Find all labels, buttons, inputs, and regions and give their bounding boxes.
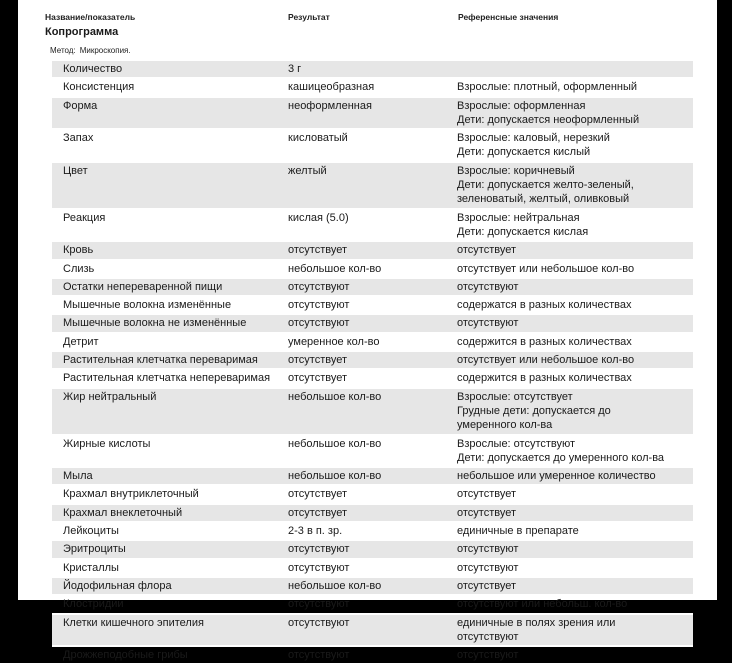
table-row	[52, 295, 693, 313]
method-line	[50, 46, 131, 55]
row-name: Консистенция	[63, 81, 135, 94]
table-row	[52, 350, 693, 368]
row-reference	[457, 316, 518, 330]
table-row	[52, 503, 693, 521]
row-name: Детрит	[63, 335, 99, 348]
reference-line: единичные в полях зрения или	[457, 616, 616, 629]
row-reference	[457, 335, 632, 349]
row-result: отсутствует	[288, 488, 348, 501]
table-row	[52, 645, 693, 663]
reference-line: Взрослые: коричневый	[457, 164, 575, 177]
reference-line: Дети: допускается желто-зеленый,	[457, 179, 634, 192]
row-name: Мыла	[63, 470, 93, 483]
reference-line: отсутствуют или небольш. кол-во	[457, 598, 628, 611]
results-table	[52, 59, 693, 663]
reference-line: отсутствуют	[457, 317, 519, 330]
row-reference	[457, 211, 588, 240]
reference-line: отсутствуют	[457, 561, 519, 574]
row-reference	[457, 616, 615, 645]
row-result: кислая (5.0)	[288, 211, 349, 224]
row-reference	[457, 99, 639, 128]
row-reference	[457, 506, 516, 520]
row-name: Жирные кислоты	[63, 437, 151, 450]
row-reference	[457, 243, 516, 257]
column-header-name: Название/показатель	[45, 12, 136, 22]
table-row	[52, 594, 693, 612]
row-result: отсутствует	[288, 506, 348, 519]
row-result: небольшое кол-во	[288, 390, 382, 403]
method-value: Микроскопия.	[79, 46, 131, 55]
table-row	[52, 484, 693, 502]
column-header-result: Результат	[288, 12, 330, 22]
row-result: отсутствуют	[288, 317, 350, 330]
table-row	[52, 466, 693, 484]
row-result: отсутствуют	[288, 561, 350, 574]
row-reference	[457, 262, 634, 276]
table-row	[52, 96, 693, 129]
reference-line: содержатся в разных количествах	[457, 299, 632, 312]
reference-line: отсутствует	[457, 244, 517, 257]
column-header-reference: Референсные значения	[458, 12, 559, 22]
reference-line: зеленоватый, желтый, оливковый	[457, 193, 630, 206]
reference-line: Взрослые: отсутствует	[457, 390, 573, 403]
row-result: небольшое кол-во	[288, 470, 382, 483]
row-name: Остатки непереваренной пищи	[63, 280, 223, 293]
row-reference	[457, 437, 664, 466]
row-name: Мышечные волокна не изменённые	[63, 317, 247, 330]
row-reference	[457, 597, 627, 611]
row-result: отсутствует	[288, 244, 348, 257]
row-reference	[457, 561, 518, 575]
reference-line: отсутствует	[457, 488, 517, 501]
row-name: Клетки кишечного эпителия	[63, 616, 204, 629]
row-name: Кровь	[63, 244, 94, 257]
reference-line: содержится в разных количествах	[457, 372, 632, 385]
table-row	[52, 277, 693, 295]
row-reference	[457, 487, 516, 501]
row-name: Слизь	[63, 262, 95, 275]
reference-line: содержится в разных количествах	[457, 335, 632, 348]
row-result: небольшое кол-во	[288, 262, 382, 275]
row-reference	[457, 371, 632, 385]
row-reference	[457, 280, 518, 294]
row-reference	[457, 164, 634, 207]
reference-line: отсутствуют	[457, 630, 519, 643]
row-name: Цвет	[63, 164, 88, 177]
table-row	[52, 240, 693, 258]
reference-line: единичные в препарате	[457, 525, 579, 538]
table-row	[52, 521, 693, 539]
row-name: Растительная клетчатка переваримая	[63, 354, 258, 367]
reference-line: Дети: допускается неоформленный	[457, 113, 640, 126]
row-name: Жир нейтральный	[63, 390, 157, 403]
row-reference	[457, 469, 656, 483]
row-reference	[457, 579, 516, 593]
row-name: Крахмал внутриклеточный	[63, 488, 199, 501]
row-result: небольшое кол-во	[288, 437, 382, 450]
table-row	[52, 313, 693, 331]
table-row	[52, 332, 693, 350]
table-row	[52, 368, 693, 386]
reference-line: Взрослые: плотный, оформленный	[457, 81, 638, 94]
row-reference	[457, 390, 611, 433]
table-row	[52, 613, 693, 646]
table-row	[52, 259, 693, 277]
reference-line: отсутствуют	[457, 543, 519, 556]
row-result: кисловатый	[288, 132, 348, 145]
report-page	[18, 0, 717, 662]
row-reference	[457, 131, 610, 160]
reference-line: отсутствует	[457, 579, 517, 592]
row-reference	[457, 542, 518, 556]
row-result: отсутствует	[288, 354, 348, 367]
reference-line: небольшое или умеренное количество	[457, 470, 656, 483]
table-row	[52, 539, 693, 557]
row-result: отсутствуют	[288, 616, 350, 629]
row-reference	[457, 298, 632, 312]
row-result: отсутствуют	[288, 280, 350, 293]
method-label: Метод:	[50, 46, 76, 55]
report-title: Копрограмма	[45, 26, 119, 38]
reference-line: Дети: допускается кислый	[457, 146, 591, 159]
row-reference	[457, 353, 634, 367]
table-row	[52, 77, 693, 95]
row-name: Дрожжеподобные грибы	[63, 649, 188, 662]
table-row	[52, 558, 693, 576]
row-name: Форма	[63, 99, 98, 112]
row-result: 3 г	[288, 63, 302, 75]
row-result: желтый	[288, 164, 327, 177]
reference-line: Взрослые: отсутствуют	[457, 437, 576, 450]
reference-line: умеренного кол-ва	[457, 419, 553, 432]
row-result: 2-3 в п. зр.	[288, 525, 343, 538]
reference-line: отсутствуют	[457, 280, 519, 293]
row-reference	[457, 80, 637, 94]
reference-line: Взрослые: каловый, нерезкий	[457, 132, 610, 145]
table-row	[52, 59, 693, 77]
reference-line: отсутствует или небольшое кол-во	[457, 354, 635, 367]
table-row	[52, 387, 693, 434]
table-row	[52, 576, 693, 594]
row-result: отсутствуют	[288, 543, 350, 556]
reference-line: отсутствует	[457, 506, 517, 519]
row-name: Запах	[63, 132, 94, 145]
table-row	[52, 161, 693, 208]
row-name: Растительная клетчатка непереваримая	[63, 372, 271, 385]
row-result: умеренное кол-во	[288, 335, 380, 348]
row-result: отсутствуют	[288, 649, 350, 662]
row-reference	[457, 648, 518, 662]
reference-line: отсутствует или небольшое кол-во	[457, 262, 635, 275]
reference-line: Взрослые: оформленная	[457, 99, 586, 112]
row-name: Мышечные волокна изменённые	[63, 299, 232, 312]
row-result: отсутствуют	[288, 598, 350, 611]
reference-line: Дети: допускается кислая	[457, 225, 589, 238]
row-result: отсутствует	[288, 372, 348, 385]
reference-line: Взрослые: нейтральная	[457, 211, 580, 224]
reference-line: отсутствуют	[457, 649, 519, 662]
row-reference	[457, 524, 579, 538]
row-name: Реакция	[63, 211, 106, 224]
row-result: кашицеобразная	[288, 81, 375, 94]
row-name: Крахмал внеклеточный	[63, 506, 183, 519]
table-row	[52, 434, 693, 467]
row-result: неоформленная	[288, 99, 372, 112]
row-name: Кристаллы	[63, 561, 119, 574]
reference-line: Грудные дети: допускается до	[457, 404, 611, 417]
table-row	[52, 128, 693, 161]
row-name: Лейкоциты	[63, 525, 119, 538]
row-name: Количество	[63, 63, 123, 75]
row-result: небольшое кол-во	[288, 579, 382, 592]
row-result: отсутствуют	[288, 299, 350, 312]
reference-line: Дети: допускается до умеренного кол-ва	[457, 451, 665, 464]
row-name: Эритроциты	[63, 543, 126, 556]
row-name: Йодофильная флора	[63, 579, 172, 592]
row-name: Клостридии	[63, 598, 124, 611]
table-row	[52, 208, 693, 241]
